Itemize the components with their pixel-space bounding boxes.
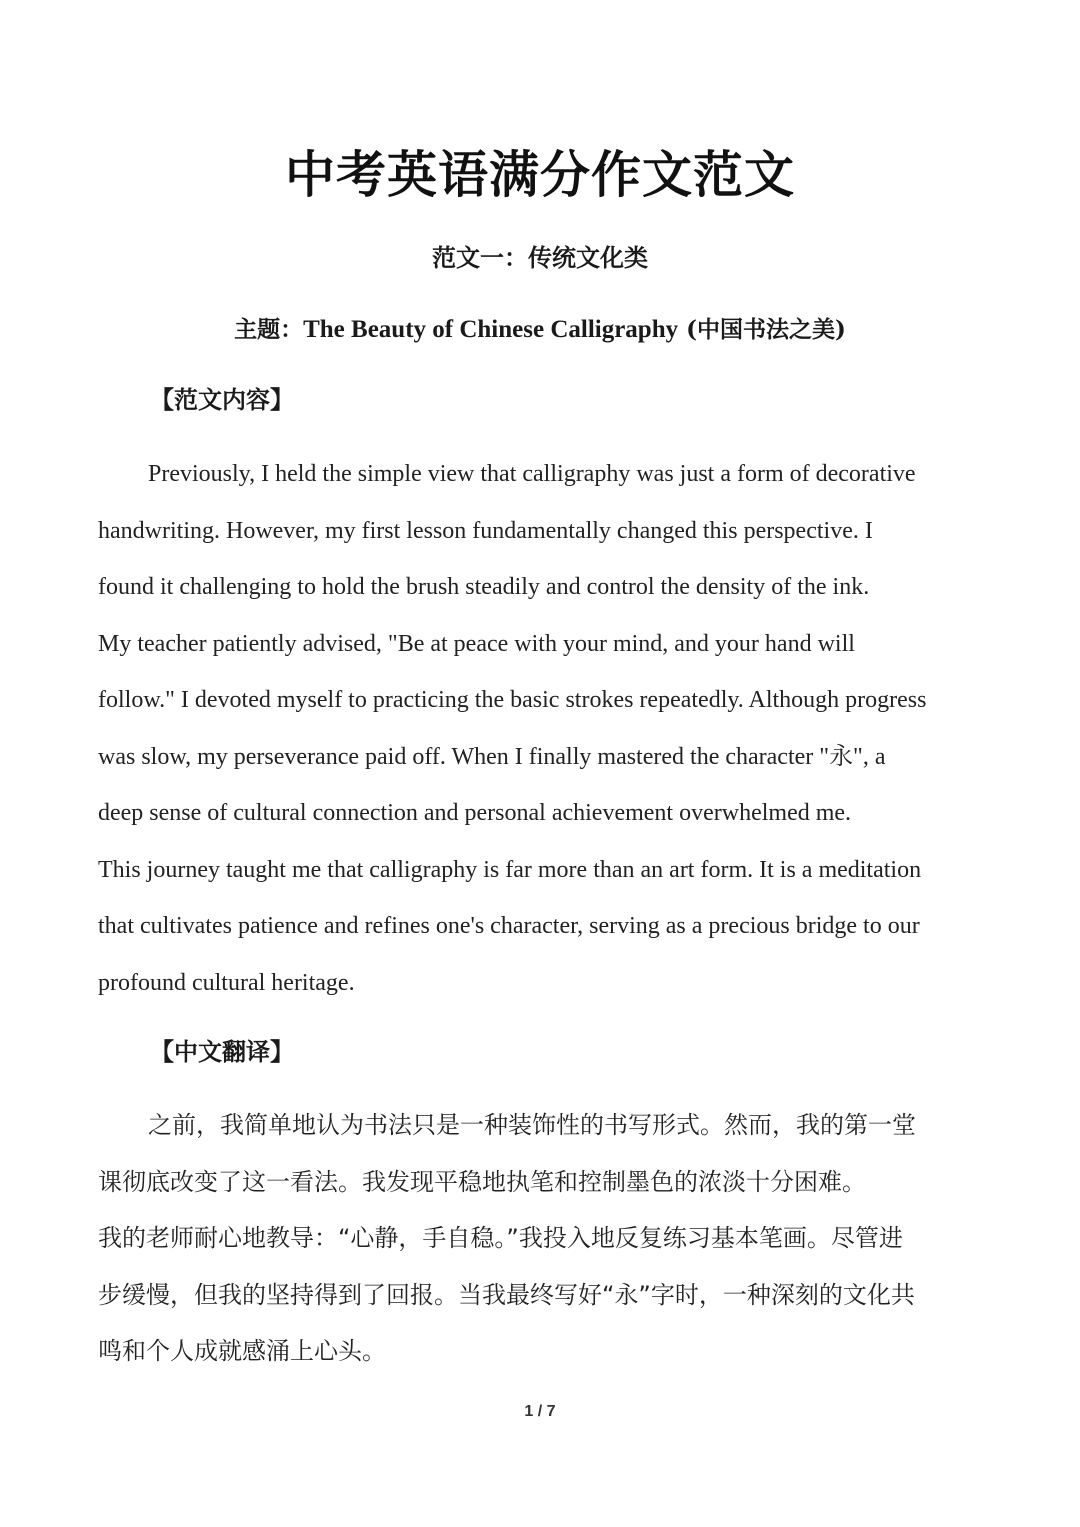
theme-chinese-title: (中国书法之美) xyxy=(678,316,846,343)
theme-prefix: 主题： xyxy=(234,316,304,343)
essay-en-line: follow." I devoted myself to practicing the basic strokes repeatedly. Although progress xyxy=(98,687,927,713)
page-number: 1 / 7 xyxy=(524,1403,556,1420)
essay-en-line: Previously, I held the simple view that calligraphy was just a form of decorative xyxy=(148,461,916,487)
essay-en-line: profound cultural heritage. xyxy=(98,969,355,996)
document-title: 中考英语满分作文范文 xyxy=(285,145,795,204)
essay-theme xyxy=(0,310,1080,350)
essay-zh-line: 之前，我简单地认为书法只是一种装饰性的书写形式。然而，我的第一堂 xyxy=(148,1111,916,1139)
english-essay xyxy=(98,446,988,1011)
essay-zh-line: 我的老师耐心地教导：“心静，手自稳。”我投入地反复练习基本笔画。尽管进 xyxy=(98,1224,903,1252)
chinese-translation xyxy=(98,1097,978,1380)
essay-zh-line: 步缓慢，但我的坚持得到了回报。当我最终写好“永”字时，一种深刻的文化共 xyxy=(98,1280,915,1309)
essay-zh-line: 鸣和个人成就感涌上心头。 xyxy=(98,1337,386,1365)
content-section-heading: 【范文内容】 xyxy=(150,385,294,414)
essay-en-line: This journey taught me that calligraphy is far more than an art form. It is a meditation xyxy=(98,856,922,883)
translation-section-heading: 【中文翻译】 xyxy=(150,1037,294,1066)
essay-en-line: handwriting. However, my first lesson fundamentally changed this perspective. I xyxy=(98,517,873,544)
essay-en-line: found it challenging to hold the brush steadily and control the density of the ink. xyxy=(98,574,870,600)
essay-en-line: was slow, my perseverance paid off. When I finally mastered the character "永", a xyxy=(98,743,886,770)
essay-en-line: that cultivates patience and refines one's character, serving as a precious bridge to our xyxy=(98,913,920,939)
sample-category-label: 范文一：传统文化类 xyxy=(432,243,648,272)
essay-en-line: deep sense of cultural connection and personal achievement overwhelmed me. xyxy=(98,800,852,826)
theme-english-title: The Beauty of Chinese Calligraphy xyxy=(303,316,679,343)
essay-en-line: My teacher patiently advised, "Be at peace with your mind, and your hand will xyxy=(98,630,855,657)
essay-zh-line: 课彻底改变了这一看法。我发现平稳地执笔和控制墨色的浓淡十分困难。 xyxy=(98,1167,866,1196)
